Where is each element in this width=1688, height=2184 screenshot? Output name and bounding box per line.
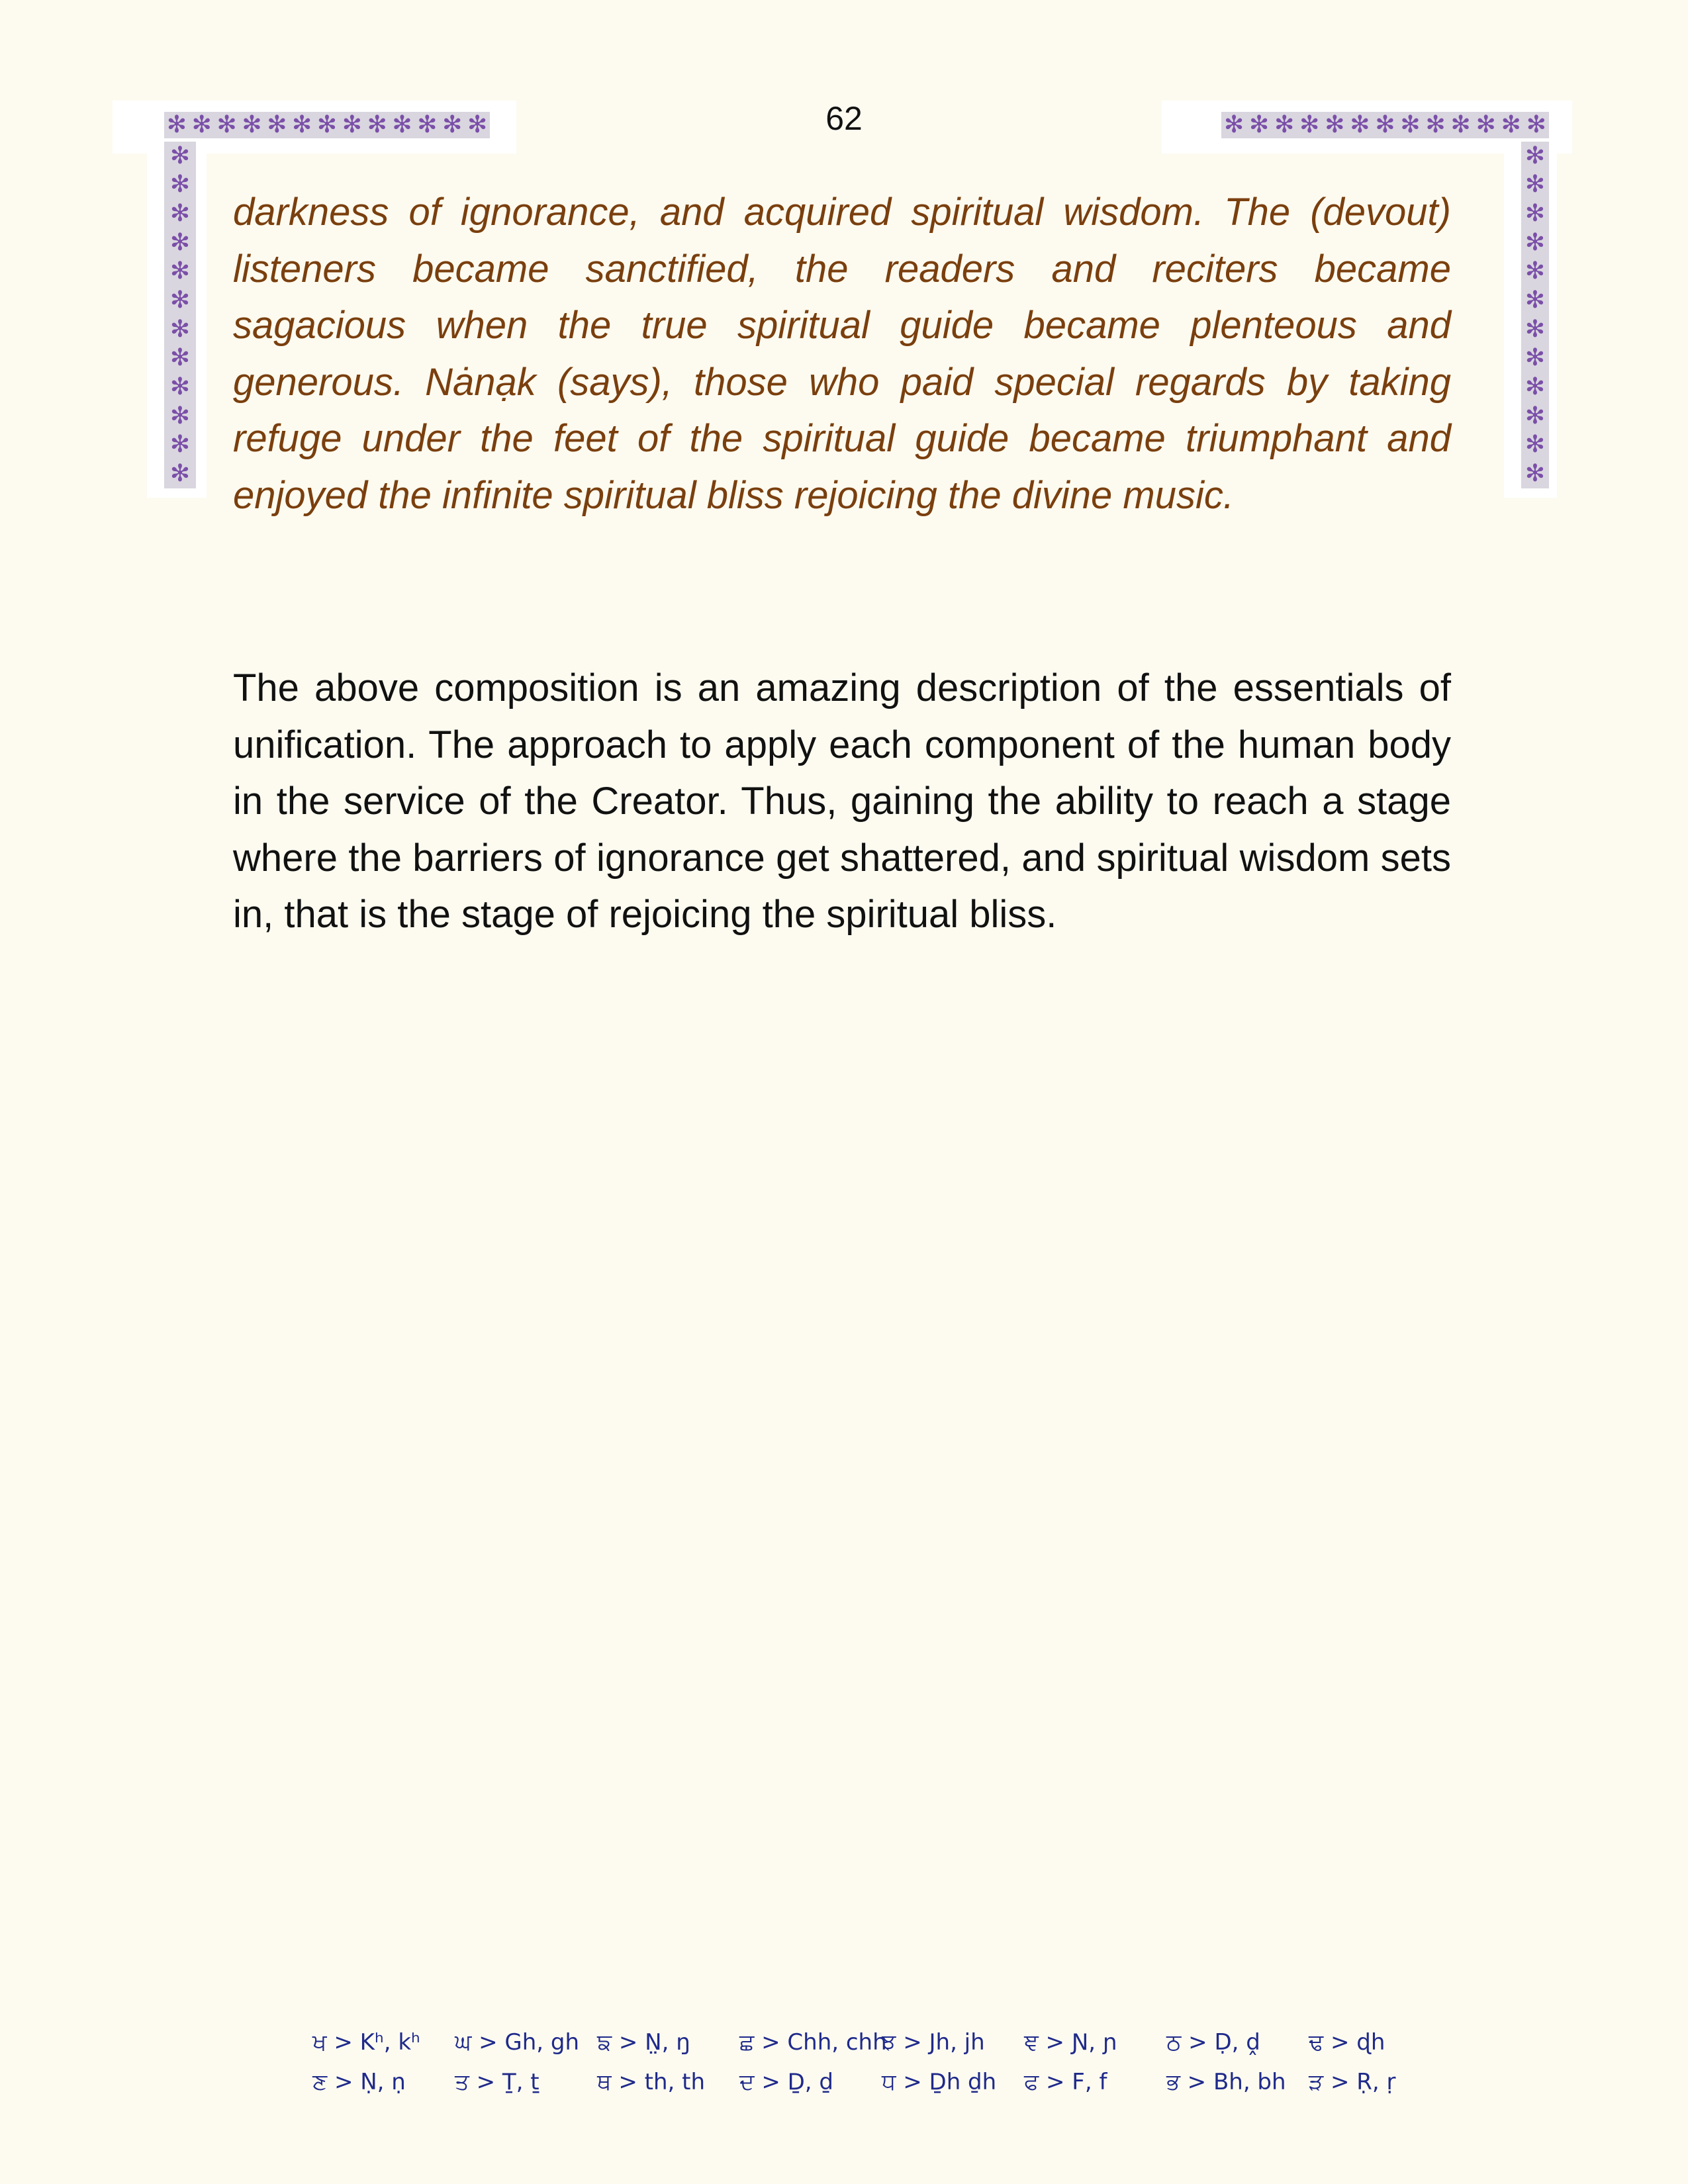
flower-ornament-icon: ✻	[1325, 112, 1345, 138]
flower-ornament-icon: ✻	[392, 112, 412, 138]
flower-ornament-icon: ✻	[1524, 460, 1546, 488]
legend-entry: ਝ > Jh, jh	[882, 2029, 985, 2056]
flower-ornament-icon: ✻	[1425, 112, 1446, 138]
flower-ornament-icon: ✻	[1524, 402, 1546, 430]
legend-entry: ਙ > N̤, ŋ	[597, 2029, 690, 2056]
ornament-top-left-row	[164, 112, 490, 138]
flower-ornament-icon: ✻	[1524, 257, 1546, 285]
flower-ornament-icon: ✻	[191, 112, 212, 138]
legend-row	[312, 2023, 1451, 2062]
flower-ornament-icon: ✻	[1501, 112, 1521, 138]
flower-ornament-icon: ✻	[169, 171, 191, 199]
legend-entry: ਧ > Ḏh ḏh	[882, 2069, 997, 2095]
flower-ornament-icon: ✻	[166, 112, 187, 138]
legend-entry: ਖ > Kʰ, kʰ	[312, 2029, 420, 2056]
flower-ornament-icon: ✻	[1274, 112, 1295, 138]
legend-entry: ਞ > Ɲ, ɲ	[1024, 2029, 1117, 2056]
flower-ornament-icon: ✻	[169, 142, 191, 169]
flower-ornament-icon: ✻	[267, 112, 287, 138]
legend-entry: ਛ > Chh, chh	[739, 2029, 887, 2056]
flower-ornament-icon: ✻	[342, 112, 362, 138]
commentary-paragraph: The above composition is an amazing description of the essentials of unification. The approach to apply each component of the human body in the service of the Creator. Thus, gaining the ability to reach a stage where the barriers of ignorance get shattered, and spiritual wisdom sets in, that is the stage of rejoicing the spiritual bliss.	[233, 666, 1451, 936]
flower-ornament-icon: ✻	[169, 402, 191, 430]
flower-ornament-icon: ✻	[169, 460, 191, 488]
flower-ornament-icon: ✻	[216, 112, 237, 138]
flower-ornament-icon: ✻	[1375, 112, 1395, 138]
legend-entry: ਠ > Ḍ, ḓ	[1166, 2029, 1260, 2056]
legend-entry: ਫ > F, f	[1024, 2069, 1107, 2095]
flower-ornament-icon: ✻	[1223, 112, 1244, 138]
ornament-left-column	[164, 142, 196, 488]
flower-ornament-icon: ✻	[467, 112, 488, 138]
flower-ornament-icon: ✻	[1524, 315, 1546, 343]
flower-ornament-icon: ✻	[169, 431, 191, 459]
flower-ornament-icon: ✻	[1299, 112, 1320, 138]
legend-entry: ਥ > th, th	[597, 2069, 706, 2095]
flower-ornament-icon: ✻	[367, 112, 387, 138]
flower-ornament-icon: ✻	[1524, 431, 1546, 459]
flower-ornament-icon: ✻	[1476, 112, 1496, 138]
flower-ornament-icon: ✻	[417, 112, 438, 138]
ornament-right-column	[1521, 142, 1549, 488]
legend-entry: ੜ > Ṛ, ṛ	[1309, 2069, 1396, 2095]
flower-ornament-icon: ✻	[442, 112, 463, 138]
flower-ornament-icon: ✻	[1400, 112, 1421, 138]
ornament-top-right-row	[1221, 112, 1549, 138]
flower-ornament-icon: ✻	[1524, 171, 1546, 199]
flower-ornament-icon: ✻	[1350, 112, 1370, 138]
legend-entry: ਘ > Gh, gh	[455, 2029, 580, 2056]
flower-ornament-icon: ✻	[169, 257, 191, 285]
legend-entry: ਦ > Ḏ, ḏ	[739, 2069, 833, 2095]
flower-ornament-icon: ✻	[169, 200, 191, 228]
flower-ornament-icon: ✻	[169, 373, 191, 401]
flower-ornament-icon: ✻	[242, 112, 262, 138]
flower-ornament-icon: ✻	[169, 315, 191, 343]
page-number: 62	[825, 100, 863, 137]
flower-ornament-icon: ✻	[1526, 112, 1546, 138]
legend-row	[312, 2062, 1451, 2102]
legend-entry: ਭ > Bh, bh	[1166, 2069, 1286, 2095]
legend-entry: ਤ > Ṯ, ṯ	[455, 2069, 539, 2095]
flower-ornament-icon: ✻	[1249, 112, 1270, 138]
flower-ornament-icon: ✻	[1524, 373, 1546, 401]
flower-ornament-icon: ✻	[169, 228, 191, 256]
flower-ornament-icon: ✻	[1524, 344, 1546, 372]
flower-ornament-icon: ✻	[1524, 142, 1546, 169]
flower-ornament-icon: ✻	[169, 344, 191, 372]
legend-entry: ਣ > Ṇ, ṇ	[312, 2069, 406, 2095]
flower-ornament-icon: ✻	[1524, 287, 1546, 314]
flower-ornament-icon: ✻	[1450, 112, 1471, 138]
transliteration-legend	[312, 2023, 1451, 2102]
flower-ornament-icon: ✻	[1524, 228, 1546, 256]
flower-ornament-icon: ✻	[316, 112, 338, 138]
verse-translation: darkness of ignorance, and acquired spiritual wisdom. The (devout) listeners became sanctified, the readers and reciters became sagacious when the true spiritual guide became plenteous and generous. Nȧnạk (says), those who paid special regards by taking refuge under the feet of the spiritual guide became triumphant and enjoyed the infinite spiritual bliss rejoicing the divine music.	[233, 191, 1451, 517]
legend-entry: ਢ > ɖh	[1309, 2029, 1385, 2056]
flower-ornament-icon: ✻	[1524, 200, 1546, 228]
flower-ornament-icon: ✻	[292, 112, 312, 138]
flower-ornament-icon: ✻	[169, 287, 191, 314]
